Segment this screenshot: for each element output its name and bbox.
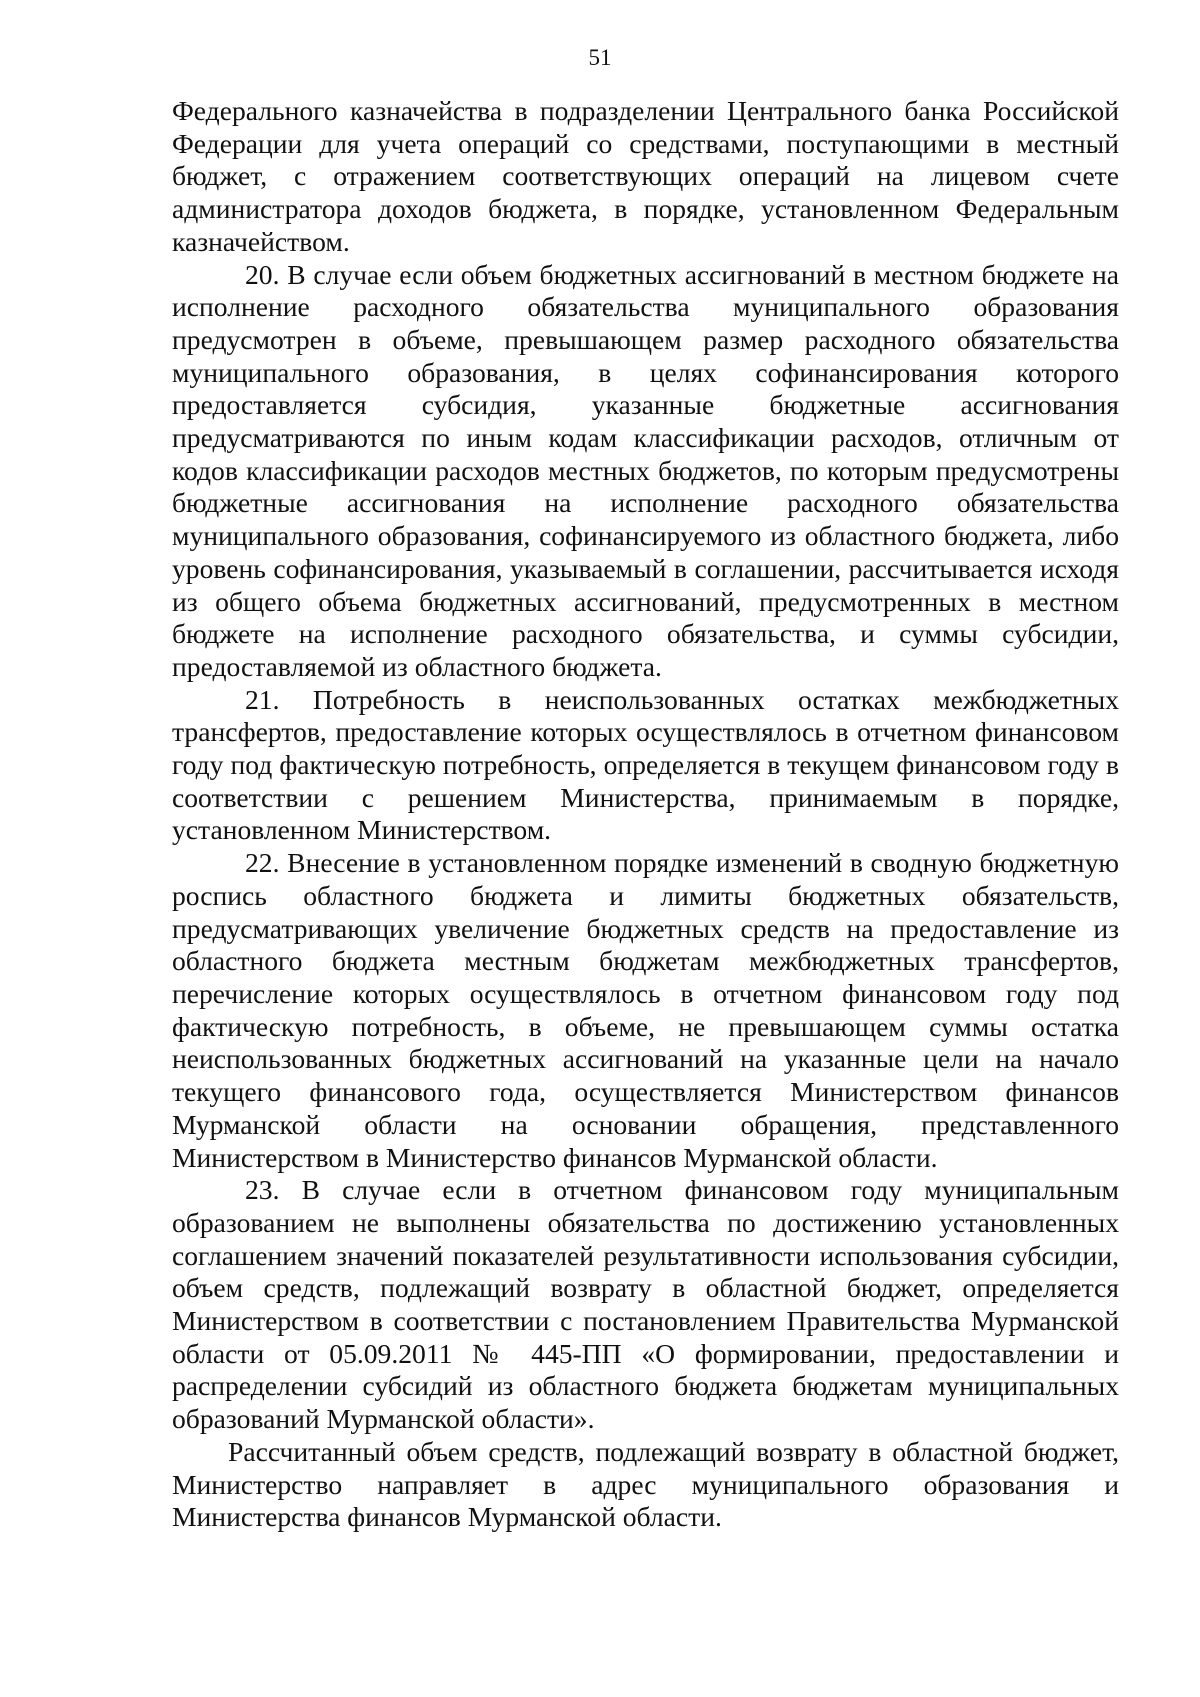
paragraph-continuation: Федерального казначейства в подразделении Центрального банка Российской Федерации для учета операций со средствами, поступающими в местный бюджет, с отражением соответствующих операций на лицевом счете администратора доходов бюджета, в порядке, установленном Федеральным казначейством. <box>172 95 1119 257</box>
paragraph-refund-note: Рассчитанный объем средств, подлежащий возврату в областной бюджет, Министерство направляет в адрес муниципального образования и Министерства финансов Мурманской области. <box>172 1435 1119 1533</box>
paragraph-item-20: 20. В случае если объем бюджетных ассигнований в местном бюджете на исполнение расходного обязательства муниципального образования предусмотрен в объеме, превышающем размер расходного обязательства муниципального образования, в целях софинансирования которого предоставляется субсидия, указанные бюджетные ассигнования предусматриваются по иным кодам классификации расходов, отличным от кодов классификации расходов местных бюджетов, по которым предусмотрены бюджетные ассигнования на исполнение расходного обязательства муниципального образования, софинансируемого из областного бюджета, либо уровень софинансирования, указываемый в соглашении, рассчитывается исходя из общего объема бюджетных ассигнований, предусмотренных в местном бюджете на исполнение расходного обязательства, и суммы субсидии, предоставляемой из областного бюджета. <box>172 258 1119 682</box>
paragraph-item-22: 22. Внесение в установленном порядке изменений в сводную бюджетную роспись областного бюджета и лимиты бюджетных обязательств, предусматривающих увеличение бюджетных средств на предоставление из областного бюджета местным бюджетам межбюджетных трансфертов, перечисление которых осуществлялось в отчетном финансовом году под фактическую потребность, в объеме, не превышающем суммы остатка неиспользованных бюджетных ассигнований на указанные цели на начало текущего финансового года, осуществляется Министерством финансов Мурманской области на основании обращения, представленного Министерством в Министерство финансов Мурманской области. <box>172 847 1119 1173</box>
paragraph-item-23: 23. В случае если в отчетном финансовом году муниципальным образованием не выполнены обязательства по достижению установленных соглашением значений показателей результативности использования субсидии, объем средств, подлежащий возврату в областной бюджет, определяется Министерством в соответствии с постановлением Правительства Мурманской области от 05.09.2011 № 445-ПП «О формировании, предоставлении и распределении субсидий из областного бюджета бюджетам муниципальных образований Мурманской области». <box>172 1174 1119 1435</box>
paragraph-item-21: 21. Потребность в неиспользованных остатках межбюджетных трансфертов, предоставление которых осуществлялось в отчетном финансовом году под фактическую потребность, определяется в текущем финансовом году в соответствии с решением Министерства, принимаемым в порядке, установленном Министерством. <box>172 683 1119 846</box>
page-number: 51 <box>588 45 612 70</box>
document-body <box>172 95 1119 1534</box>
